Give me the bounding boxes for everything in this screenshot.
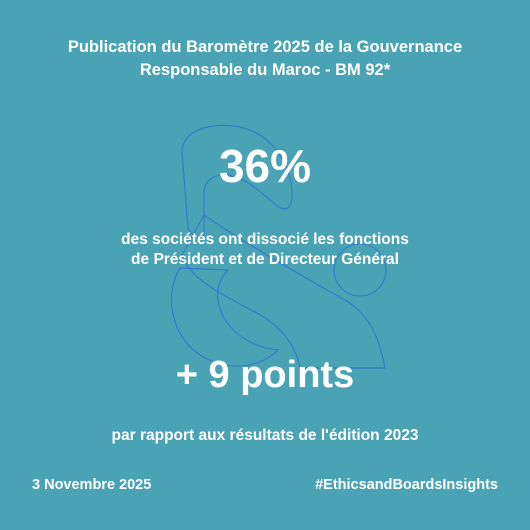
hashtag: #EthicsandBoardsInsights: [315, 477, 498, 493]
description-line-1: des sociétés ont dissocié les fonctions: [121, 231, 409, 248]
title-line-1: Publication du Baromètre 2025 de la Gouvernance: [67, 38, 463, 56]
stat-percent: 36%: [218, 140, 312, 192]
title-line-2: Responsable du Maroc - BM 92*: [139, 61, 391, 79]
description-line-2: de Président et de Directeur Général: [131, 251, 399, 268]
stat-change: + 9 points: [175, 354, 355, 396]
page-title: [0, 36, 530, 82]
publication-date: 3 Novembre 2025: [32, 477, 152, 493]
stat-comparison: par rapport aux résultats de l'édition 2023: [111, 427, 419, 444]
stat-description: [0, 230, 530, 270]
